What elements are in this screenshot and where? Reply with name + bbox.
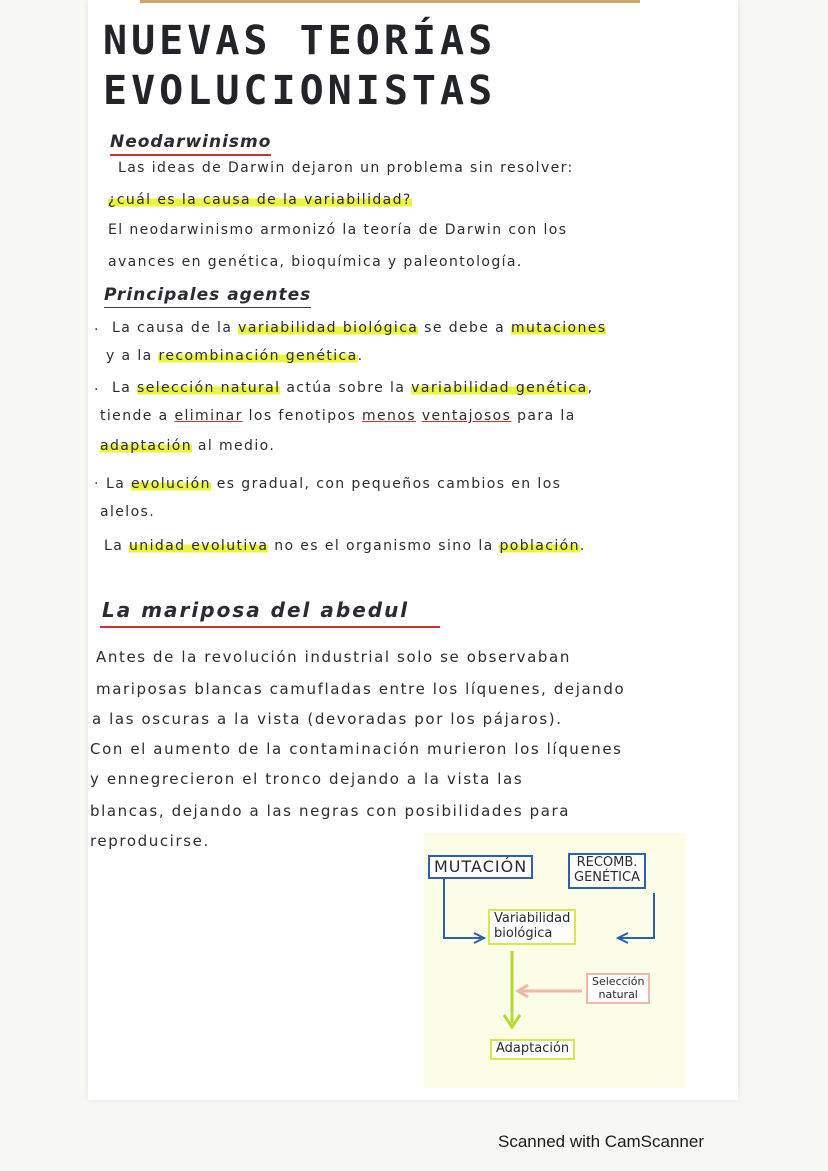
box-variabilidad: Variabilidad biológica [488, 909, 576, 945]
box-seleccion: Selección natural [586, 973, 650, 1004]
sticky-note-diagram [424, 833, 686, 1088]
box-recombinacion: RECOMB. GENÉTICA [568, 853, 646, 889]
neo-line-3: El neodarwinismo armonizó la teoría de Darwin con los [108, 222, 568, 238]
camscanner-watermark: Scanned with CamScanner [498, 1132, 705, 1151]
title-line-2: EVOLUCIONISTAS [103, 68, 497, 114]
agente-4-line: La unidad evolutiva no es el organismo sino la población. [104, 538, 586, 554]
agente-2-line-2: tiende a eliminar los fenotipos menos ventajosos para la [100, 408, 576, 424]
agente-1-line-2: y a la recombinación genética. [106, 348, 364, 364]
mariposa-line-2: mariposas blancas camufladas entre los líquenes, dejando [96, 680, 626, 698]
mariposa-heading-underline [100, 626, 440, 628]
neo-line-4: avances en genética, bioquímica y paleontología. [108, 254, 523, 270]
box-adaptacion: Adaptación [490, 1039, 575, 1060]
agente-2-line-1: La selección natural actúa sobre la variabilidad genética, [112, 380, 594, 396]
bullet-3-dot: · [94, 476, 99, 492]
neodarwinismo-heading: Neodarwinismo [110, 132, 271, 156]
agente-2-line-3: adaptación al medio. [100, 438, 276, 454]
mariposa-line-5: y ennegrecieron el tronco dejando a la vista las [90, 770, 524, 788]
mariposa-line-7: reproducirse. [90, 832, 210, 850]
agentes-heading: Principales agentes [104, 285, 311, 308]
page-edge [140, 0, 640, 3]
neo-line-1: Las ideas de Darwin dejaron un problema sin resolver: [118, 160, 574, 176]
mariposa-line-1: Antes de la revolución industrial solo se observaban [96, 648, 571, 666]
neo-line-2: ¿cuál es la causa de la variabilidad? [108, 192, 412, 208]
agente-3-line-2: alelos. [100, 504, 156, 520]
arrow-recomb-to-variabilidad [620, 893, 654, 938]
agente-3-line-1: La evolución es gradual, con pequeños cambios en los [106, 476, 562, 492]
agente-1-line-1: La causa de la variabilidad biológica se debe a mutaciones [112, 320, 607, 336]
bullet-2-dot: · [94, 382, 99, 398]
title-line-1: NUEVAS TEORÍAS [103, 18, 497, 64]
mariposa-line-4: Con el aumento de la contaminación murieron los líquenes [90, 740, 623, 758]
bullet-1-dot: · [94, 322, 99, 338]
mariposa-line-6: blancas, dejando a las negras con posibilidades para [90, 802, 571, 820]
mariposa-line-3: a las oscuras a la vista (devoradas por los pájaros). [92, 710, 563, 728]
arrow-mutacion-to-variabilidad [444, 879, 482, 938]
box-mutacion: MUTACIÓN [428, 855, 533, 879]
mariposa-heading: La mariposa del abedul [102, 598, 410, 622]
